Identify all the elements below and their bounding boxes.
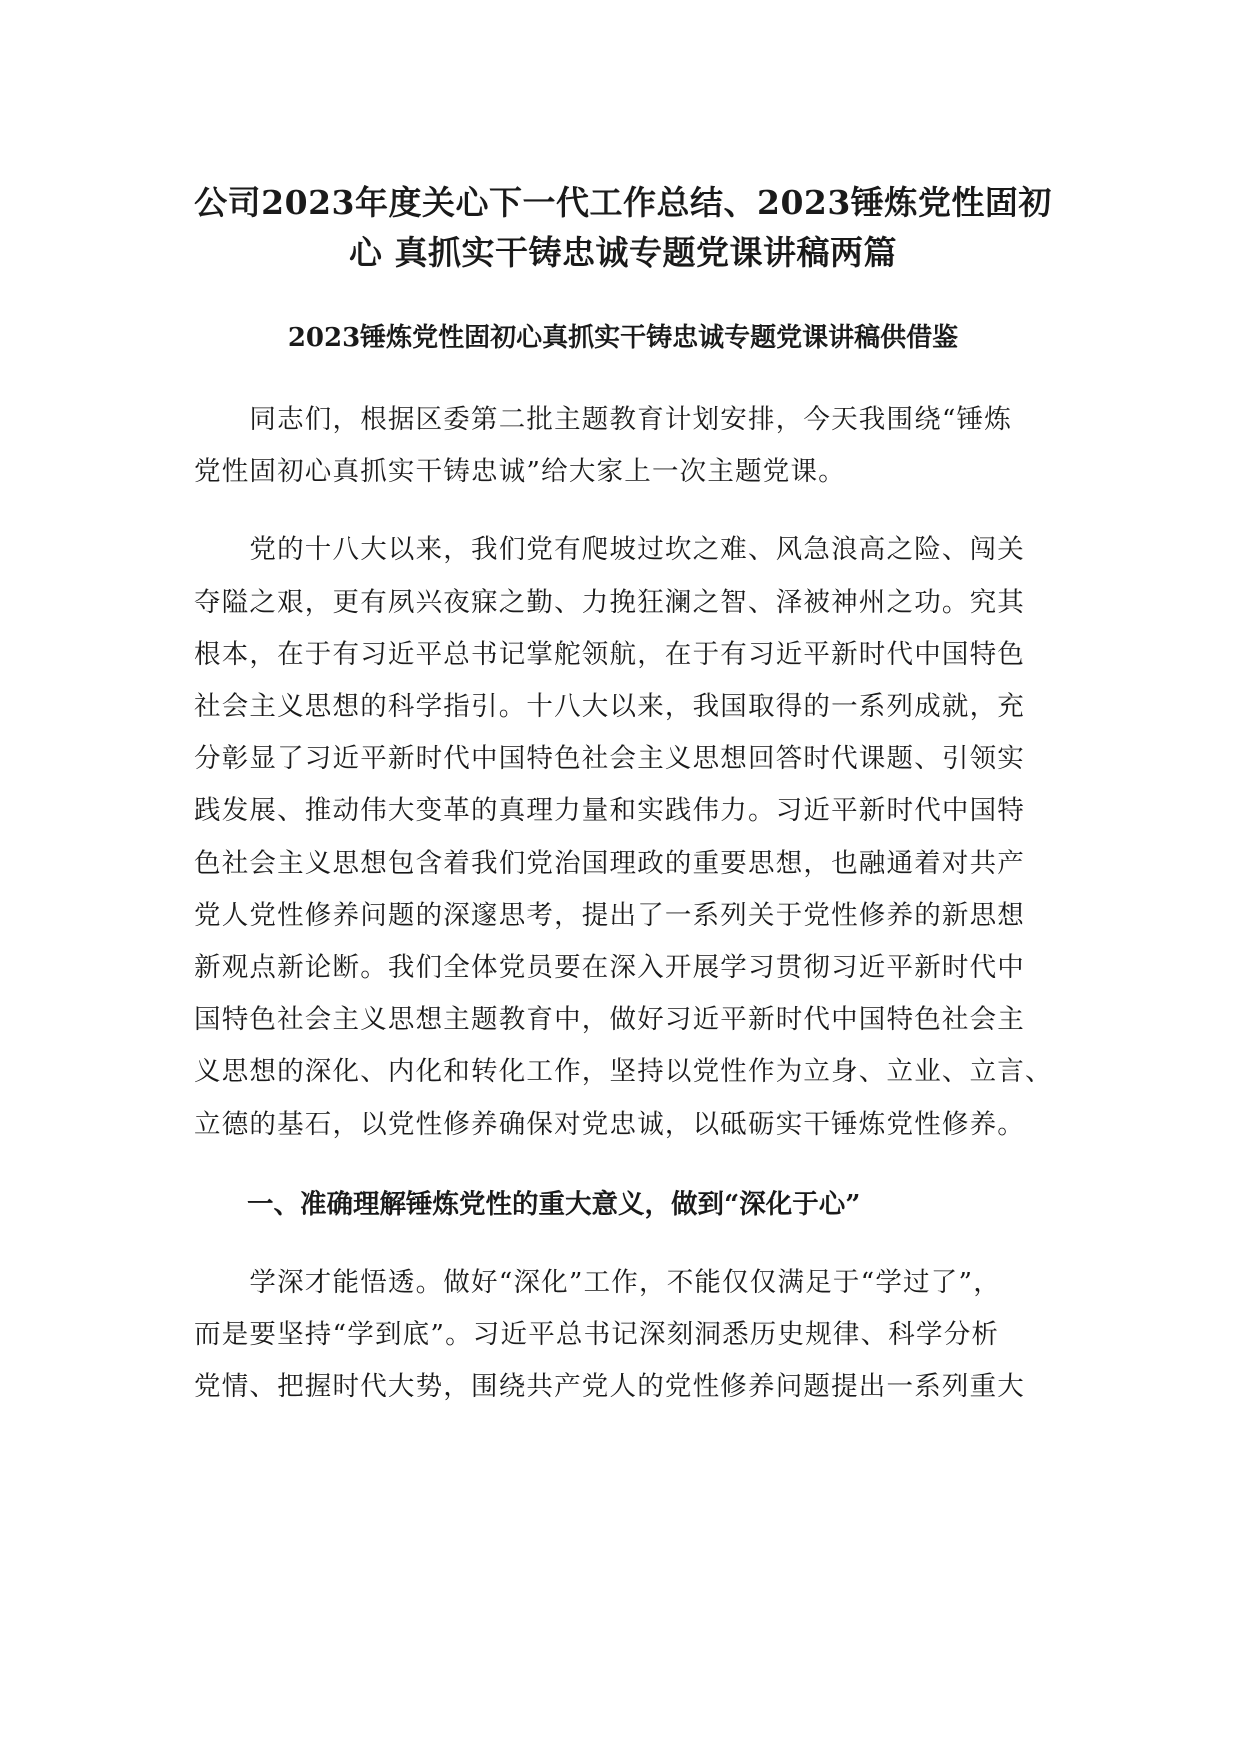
document-subtitle: 2023锤炼党性固初心真抓实干铸忠诚专题党课讲稿供借鉴 — [287, 323, 959, 353]
paragraph-section-1 — [194, 1257, 1052, 1414]
text-line: 而是要坚持“学到底”。习近平总书记深刻洞悉历史规律、科学分析 — [194, 1319, 1000, 1351]
title-line-2: 心 真抓实干铸忠诚专题党课讲稿两篇 — [349, 233, 897, 272]
paragraph-background — [194, 524, 1052, 1150]
text-line: 义思想的深化、内化和转化工作，坚持以党性作为立身、立业、立言、 — [194, 1056, 1053, 1088]
text-line: 党的十八大以来，我们党有爬坡过坎之难、风急浪高之险、闯关 — [194, 534, 1025, 566]
text-line: 践发展、推动伟大变革的真理力量和实践伟力。习近平新时代中国特 — [194, 795, 1025, 827]
text-line: 新观点新论断。我们全体党员要在深入开展学习贯彻习近平新时代中 — [194, 952, 1025, 984]
text-line: 色社会主义思想包含着我们党治国理政的重要思想，也融通着对共产 — [194, 847, 1025, 879]
text-line: 国特色社会主义思想主题教育中，做好习近平新时代中国特色社会主 — [194, 1004, 1025, 1036]
text-line: 党人党性修养问题的深邃思考，提出了一系列关于党性修养的新思想 — [194, 899, 1025, 931]
text-line: 同志们，根据区委第二批主题教育计划安排，今天我围绕“锤炼 — [194, 404, 1013, 435]
document-body — [194, 178, 1052, 1413]
title-line-1: 公司2023年度关心下一代工作总结、2023锤炼党性固初 — [194, 183, 1052, 222]
section-heading-1: 一、准确理解锤炼党性的重大意义，做到“深化于心” — [194, 1188, 861, 1220]
text-line: 分彰显了习近平新时代中国特色社会主义思想回答时代课题、引领实 — [194, 743, 1025, 775]
text-line: 社会主义思想的科学指引。十八大以来，我国取得的一系列成就，充 — [194, 691, 1025, 723]
text-line: 党情、把握时代大势，围绕共产党人的党性修养问题提出一系列重大 — [194, 1371, 1025, 1403]
text-line: 夺隘之艰，更有夙兴夜寐之勤、力挽狂澜之智、泽被神州之功。究其 — [194, 586, 1025, 618]
paragraph-opening — [194, 394, 1052, 498]
text-line: 根本，在于有习近平总书记掌舵领航，在于有习近平新时代中国特色 — [194, 638, 1025, 670]
text-line: 立德的基石，以党性修养确保对党忠诚，以砥砺实干锤炼党性修养。 — [194, 1108, 1025, 1140]
text-line: 学深才能悟透。做好“深化”工作，不能仅仅满足于“学过了”， — [194, 1266, 1001, 1298]
text-line: 党性固初心真抓实干铸忠诚”给大家上一次主题党课。 — [194, 456, 846, 488]
document-title — [194, 178, 1052, 278]
